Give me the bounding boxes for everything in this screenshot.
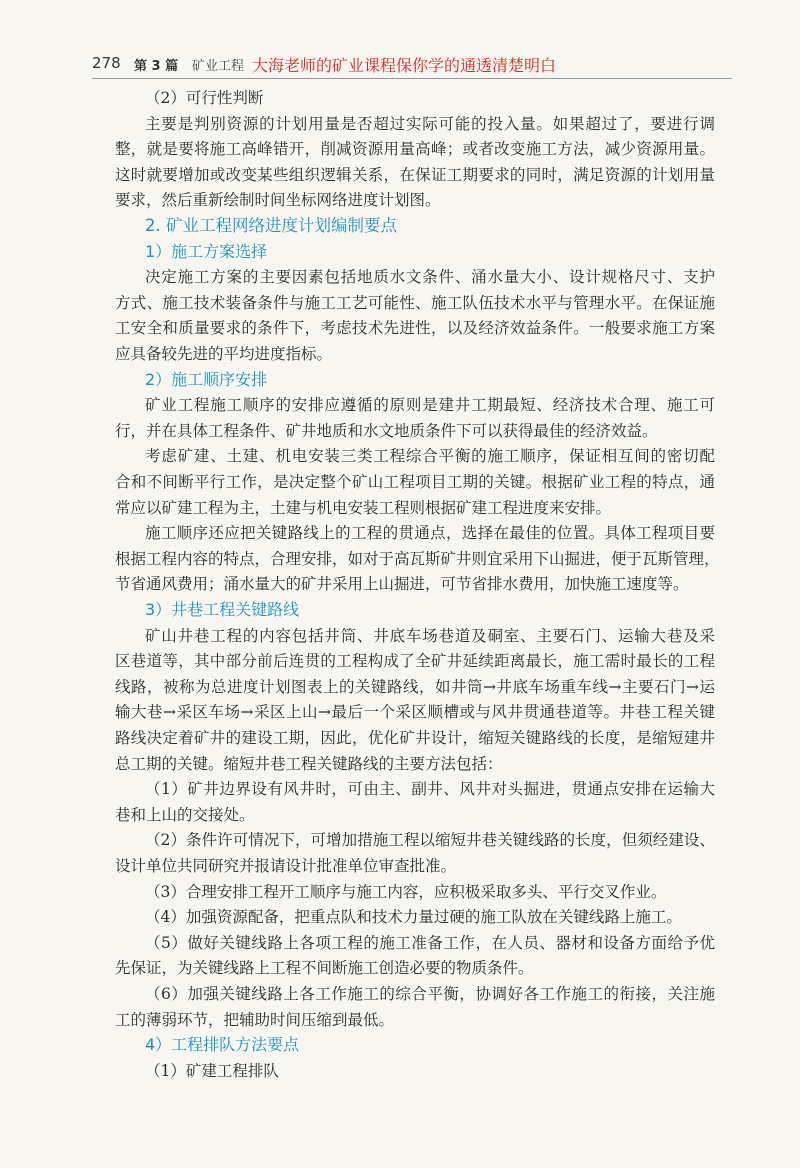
watermark-text: 大海老师的矿业课程保你学的通透清楚明白 xyxy=(252,56,557,75)
paragraph-line: 总工期的关键。缩短井巷工程关键路线的主要方法包括： xyxy=(115,754,503,773)
paragraph-line: 主要是判别资源的计划用量是否超过实际可能的投入量。如果超过了，要进行调 xyxy=(145,114,715,133)
page-number: 278 xyxy=(92,54,121,72)
paragraph-line: 行，并在具体工程条件、矿井地质和水文地质条件下可以获得最佳的经济效益。 xyxy=(115,421,658,440)
paragraph-line: （4）加强资源配备，把重点队和技术力量过硬的施工队放在关键线路上施工。 xyxy=(145,908,682,927)
paragraph-line: 线路，被称为总进度计划图表上的关键路线，如井筒→井底车场重车线→主要石门→运 xyxy=(115,677,715,696)
chapter-title: 矿业工程 xyxy=(192,59,245,74)
section-heading: 3）井巷工程关键路线 xyxy=(145,600,300,619)
paragraph-line: 要求，然后重新绘制时间坐标网络进度计划图。 xyxy=(115,191,441,210)
paragraph-line: （2）条件许可情况下，可增加措施工程以缩短井巷关键线路的长度，但须经建设、 xyxy=(145,831,715,850)
paragraph-line: 输大巷→采区车场→采区上山→最后一个采区顺槽或与风井贯通巷道等。井巷工程关键 xyxy=(115,703,715,722)
paragraph-line: （5）做好关键线路上各项工程的施工准备工作，在人员、器材和设备方面给予优 xyxy=(145,933,715,952)
paragraph-line: 方式、施工技术装备条件与施工工艺可能性、施工队伍技术水平与管理水平。在保证施 xyxy=(115,293,715,312)
paragraph-line: 常应以矿建工程为主，土建与机电安装工程则根据矿建工程进度来安排。 xyxy=(115,498,612,517)
paragraph-line: 决定施工方案的主要因素包括地质水文条件、涌水量大小、设计规格尺寸、支护 xyxy=(145,268,715,287)
paragraph-line: 先保证，为关键线路上工程不间断施工创造必要的物质条件。 xyxy=(115,959,534,978)
paragraph-line: 矿山井巷工程的内容包括井筒、井底车场巷道及硐室、主要石门、运输大巷及采 xyxy=(145,626,715,645)
paragraph-line: （6）加强关键线路上各工作施工的综合平衡，协调好各工作施工的衔接，关注施 xyxy=(145,985,715,1003)
part-label: 第 3 篇 xyxy=(134,59,179,74)
paragraph-line: 工安全和质量要求的条件下，考虑技术先进性，以及经济效益条件。一般要求施工方案 xyxy=(115,319,715,338)
paragraph-line: （1）矿建工程排队 xyxy=(145,1061,279,1080)
paragraph-line: （3）合理安排工程开工顺序与施工内容，应积极采取多头、平行交叉作业。 xyxy=(145,882,667,901)
paragraph-line: 巷和上山的交接处。 xyxy=(115,805,255,824)
paragraph-line: 应具备较先进的平均进度指标。 xyxy=(115,345,333,363)
section-heading: 2）施工顺序安排 xyxy=(145,369,268,389)
header-rule xyxy=(92,78,732,79)
paragraph-line: 区巷道等，其中部分前后连贯的工程构成了全矿井延续距离最长，施工需时最长的工程 xyxy=(115,652,715,671)
paragraph-line: 矿业工程施工顺序的安排应遵循的原则是建井工期最短、经济技术合理、施工可 xyxy=(145,396,715,415)
paragraph-line: 施工顺序还应把关键路线上的工程的贯通点，选择在最佳的位置。具体工程项目要 xyxy=(145,524,715,543)
paragraph-line: 考虑矿建、土建、机电安装三类工程综合平衡的施工顺序，保证相互间的密切配 xyxy=(145,447,715,466)
paragraph-line: 合和不间断平行工作，是决定整个矿山工程项目工期的关键。根据矿业工程的特点，通 xyxy=(115,473,715,491)
paragraph-line: 工的薄弱环节，把辅助时间压缩到最低。 xyxy=(115,1010,395,1029)
section-heading: 2. 矿业工程网络进度计划编制要点 xyxy=(145,216,397,235)
paragraph-line: 路线决定着矿井的建设工期，因此，优化矿井设计，缩短关键路线的长度，是缩短建井 xyxy=(115,729,715,747)
running-header xyxy=(92,50,732,76)
paragraph-line: 这时就要增加或改变某些组织逻辑关系，在保证工期要求的同时，满足资源的计划用量 xyxy=(115,165,715,184)
section-heading: 1）施工方案选择 xyxy=(145,241,268,261)
paragraph-line: 整，就是要将施工高峰错开，削减资源用量高峰；或者改变施工方法，减少资源用量。 xyxy=(115,140,715,159)
paragraph-line: 根据工程内容的特点，合理安排，如对于高瓦斯矿井则宜采用下山掘进，便于瓦斯管理， xyxy=(115,549,720,568)
paragraph-line: （2）可行性判断 xyxy=(145,89,264,107)
paragraph-line: 设计单位共同研究并报请设计批准单位审查批准。 xyxy=(115,857,457,875)
paragraph-line: （1）矿井边界设有风井时，可由主、副井、风井对头掘进，贯通点安排在运输大 xyxy=(145,780,715,799)
paragraph-line: 节省通风费用；涌水量大的矿井采用上山掘进，可节省排水费用，加快施工速度等。 xyxy=(115,575,689,594)
section-heading: 4）工程排队方法要点 xyxy=(145,1035,300,1055)
